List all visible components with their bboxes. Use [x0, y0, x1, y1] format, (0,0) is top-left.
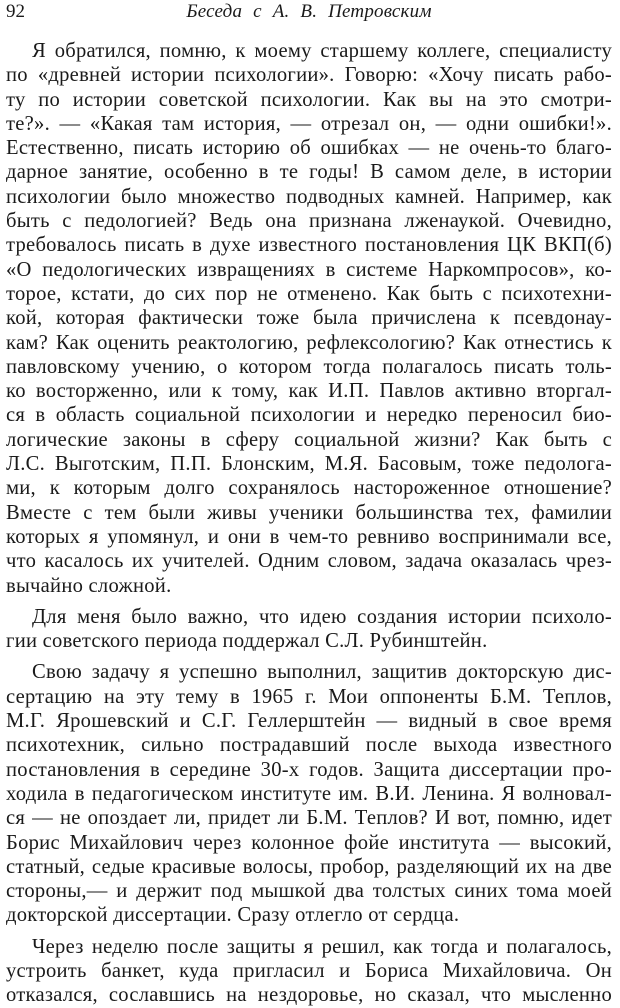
text-line: гии советского периода поддержал С.Л. Рубинштейн. [6, 630, 488, 653]
text-line: Через неделю после защиты я решил, как тогда и полагалось, [32, 935, 612, 958]
text-line: ту по истории советской психологии. Как вы на это смотри- [6, 88, 612, 111]
paragraph-gap [6, 928, 612, 935]
paragraph [6, 605, 612, 654]
text-line: Свою задачу я успешно выполнил, защитив докторскую дис- [32, 661, 612, 684]
text-line: кой, которая фактически тоже была причислена к псевдонау- [6, 307, 612, 330]
text-line: по «древней истории психологии». Говорю: «Хочу писать рабо- [6, 64, 612, 87]
paragraph [6, 660, 612, 927]
text-line: ся — не опоздает ли, придет ли Б.М. Теплов? И вот, помню, идет [6, 807, 612, 830]
text-line: ко восторженно, или к тому, как И.П. Павлов активно вторгал- [6, 380, 612, 403]
paragraph [6, 39, 612, 598]
text-line: требовалось писать в духе известного постановления ЦК ВКП(б) [6, 234, 612, 257]
text-line: Борис Михайлович через колонное фойе института — высокий, [6, 831, 612, 854]
paragraph-gap [6, 653, 612, 660]
running-head [6, 0, 612, 28]
text-line: Естественно, писать историю об ошибках — не очень-то благо- [6, 137, 612, 160]
text-line: стороны,— и держит под мышкой два толстых синих тома моей [6, 880, 612, 903]
text-line: ся в область социальной психологии и нередко переносил био- [6, 404, 612, 427]
text-line: павловскому учению, о котором тогда полагалось писать толь- [6, 355, 612, 378]
book-page [6, 0, 612, 1007]
text-line: вычайно сложной. [6, 574, 172, 597]
body-text [6, 39, 612, 1008]
text-line: что касалось их учителей. Одним словом, задача оказалась чрез- [6, 550, 612, 573]
text-line: Для меня было важно, что идею создания истории психоло- [32, 605, 612, 628]
paragraph [6, 935, 612, 1008]
text-line: логические законы в сферу социальной жизни? Как быть с [6, 428, 612, 451]
text-line: психотехник, сильно пострадавший после выхода известного [6, 734, 612, 757]
text-line: докторской диссертации. Сразу отлегло от сердца. [6, 904, 460, 927]
text-line: статный, седые красивые волосы, пробор, разделяющий их на две [6, 855, 612, 878]
running-title: Беседа с А. В. Петровским [186, 1, 432, 22]
text-line: устроить банкет, куда пригласил и Бориса Михайловича. Он [6, 959, 612, 982]
text-line: быть с педологией? Ведь она признана лженаукой. Очевидно, [6, 210, 612, 233]
text-line: ходила в педагогическом институте им. В.И. Ленина. Я волновал- [6, 782, 612, 805]
paragraph-gap [6, 598, 612, 605]
page-number: 92 [6, 1, 25, 22]
text-line: психологии было множество подводных камней. Например, как [6, 185, 612, 208]
text-line: «О педологических извращениях в системе Наркомпросов», ко- [6, 258, 612, 281]
text-line: М.Г. Ярошевский и С.Г. Геллерштейн — видный в свое время [6, 710, 612, 733]
text-line: ми, к которым долго сохранялось настороженное отношение? [6, 477, 612, 500]
text-line: кам? Как оценить реактологию, рефлексологию? Как отнестись к [6, 331, 612, 354]
text-line: отказался, сославшись на нездоровье, но сказал, что мысленно [6, 984, 612, 1007]
text-line: Вместе с тем были живы ученики большинства тех, фамилии [6, 501, 612, 524]
text-line: Я обратился, помню, к моему старшему коллеге, специалисту [32, 40, 612, 62]
text-line: те?». — «Какая там история, — отрезал он, — одни ошибки!». [6, 112, 612, 135]
text-line: дарное занятие, особенно в те годы! В самом деле, в истории [6, 161, 612, 184]
text-line: постановления в середине 30-х годов. Защита диссертации про- [6, 758, 612, 781]
text-line: Л.С. Выготским, П.П. Блонским, М.Я. Басовым, тоже педолога- [6, 453, 612, 476]
text-line: сертацию на эту тему в 1965 г. Мои оппоненты Б.М. Теплов, [6, 685, 612, 708]
text-line: которых я упомянул, и они в чем-то ревниво воспринимали все, [6, 525, 612, 548]
text-line: торое, кстати, до сих пор не отменено. Как быть с психотехни- [6, 282, 612, 305]
